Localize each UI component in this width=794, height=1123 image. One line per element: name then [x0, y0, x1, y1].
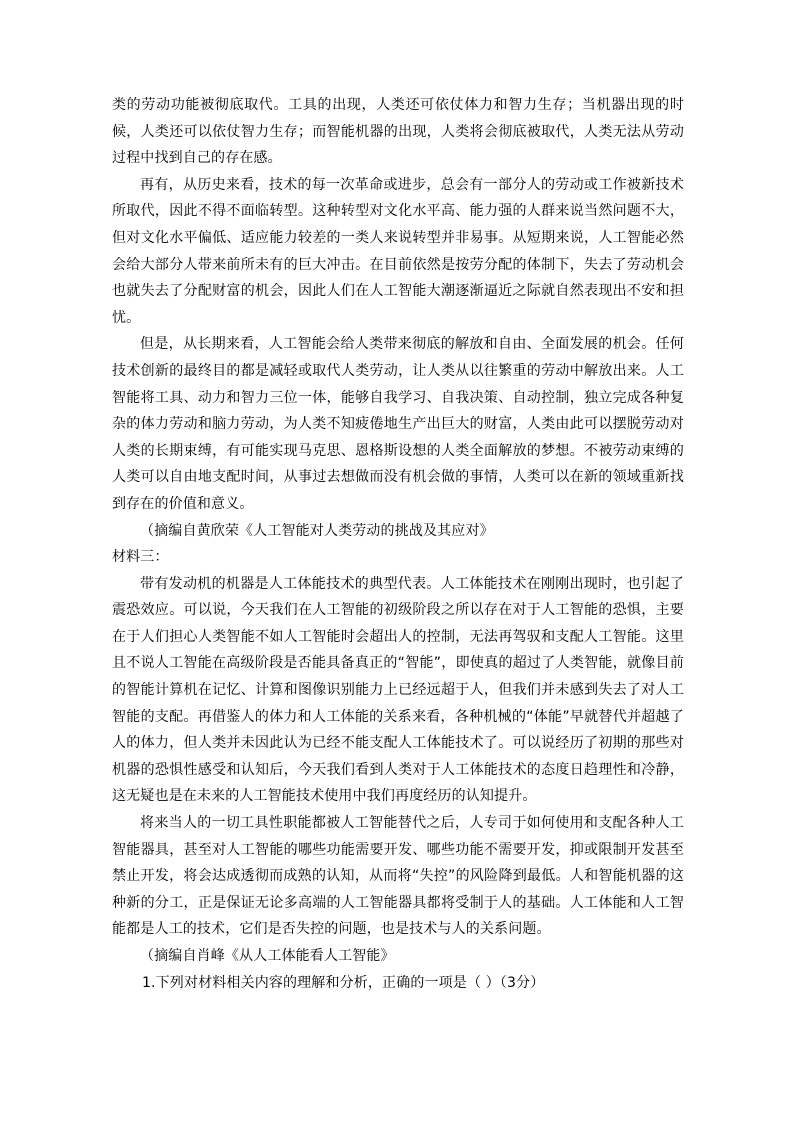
material-3-heading: 材料三： — [112, 549, 169, 566]
source-citation-2: （摘编自黄欣荣《人工智能对人类劳动的挑战及其应对》 — [140, 522, 494, 539]
paragraph-history: 再有，从历史来看，技术的每一次革命或进步，总会有一部分人的劳动或工作被新技术所取代，因此不得不面临转型。这种转型对文化水平高、能力强的人群来说当然问题不大，但对文化水平偏低、适应能力较差的一类人来说转型并非易事。从短期来说，人工智能必然会给大部分人带来前所未有的巨大冲击。在目前依然是按劳分配的体制下，失去了劳动机会也就失去了分配财富的机会，因此人们在人工智能大潮逐渐逼近之际就自然表现出不安和担忧。 — [112, 176, 684, 326]
paragraph-future-division: 将来当人的一切工具性职能都被人工智能替代之后，人专司于如何使用和支配各种人工智能器具，甚至对人工智能的哪些功能需要开发、哪些功能不需要开发，抑或限制开发甚至禁止开发，将会达成透彻而成熟的认知，从而将“失控”的风险降到最低。人和智能机器的这种新的分工，正是保证无论多高端的人工智能器具都将受制于人的基础。人工体能和人工智能都是人工的技术，它们是否失控的问题，也是技术与人的关系问题。 — [112, 815, 684, 938]
paragraph-long-term: 但是，从长期来看，人工智能会给人类带来彻底的解放和自由、全面发展的机会。任何技术创新的最终目的都是减轻或取代人类劳动，让人类从以往繁重的劳动中解放出来。人工智能将工具、动力和智力三位一体，能够自我学习、自我决策、自动控制，独立完成各种复杂的体力劳动和脑力劳动，为人类不知疲倦地生产出巨大的财富，人类由此可以摆脱劳动对人类的长期束缚，有可能实现马克思、恩格斯设想的人类全面解放的梦想。不被劳动束缚的人类可以自由地支配时间，从事过去想做而没有机会做的事情，人类可以在新的领域重新找到存在的价值和意义。 — [112, 336, 684, 512]
paragraph-continuation: 类的劳动功能被彻底取代。工具的出现，人类还可依仗体力和智力生存；当机器出现的时候，人类还可以依仗智力生存；而智能机器的出现，人类将会彻底被取代，人类无法从劳动过程中找到自己的存在感。 — [112, 97, 684, 167]
document-page — [112, 92, 684, 996]
paragraph-engine-machines: 带有发动机的机器是人工体能技术的典型代表。人工体能技术在刚刚出现时，也引起了震恐效应。可以说，今天我们在人工智能的初级阶段之所以存在对于人工智能的恐惧，主要在于人们担心人类智能不如人工智能时会超出人的控制，无法再驾驭和支配人工智能。这里且不说人工智能在高级阶段是否能具备真正的“智能”，即使真的超过了人类智能，就像目前的智能计算机在记忆、计算和图像识别能力上已经远超于人，但我们并未感到失去了对人工智能的支配。再借鉴人的体力和人工体能的关系来看，各种机械的“体能”早就替代并超越了人的体力，但人类并未因此认为已经不能支配人工体能技术了。可以说经历了初期的那些对机器的恐惧性感受和认知后，今天我们看到人类对于人工体能技术的态度日趋理性和冷静，这无疑也是在未来的人工智能技术使用中我们再度经历的认知提升。 — [112, 575, 684, 805]
source-citation-3: （摘编自肖峰《从人工体能看人工智能》 — [140, 948, 395, 964]
question-1: 1.下列对材料相关内容的理解和分析，正确的一项是（ ）（3分） — [142, 974, 545, 991]
